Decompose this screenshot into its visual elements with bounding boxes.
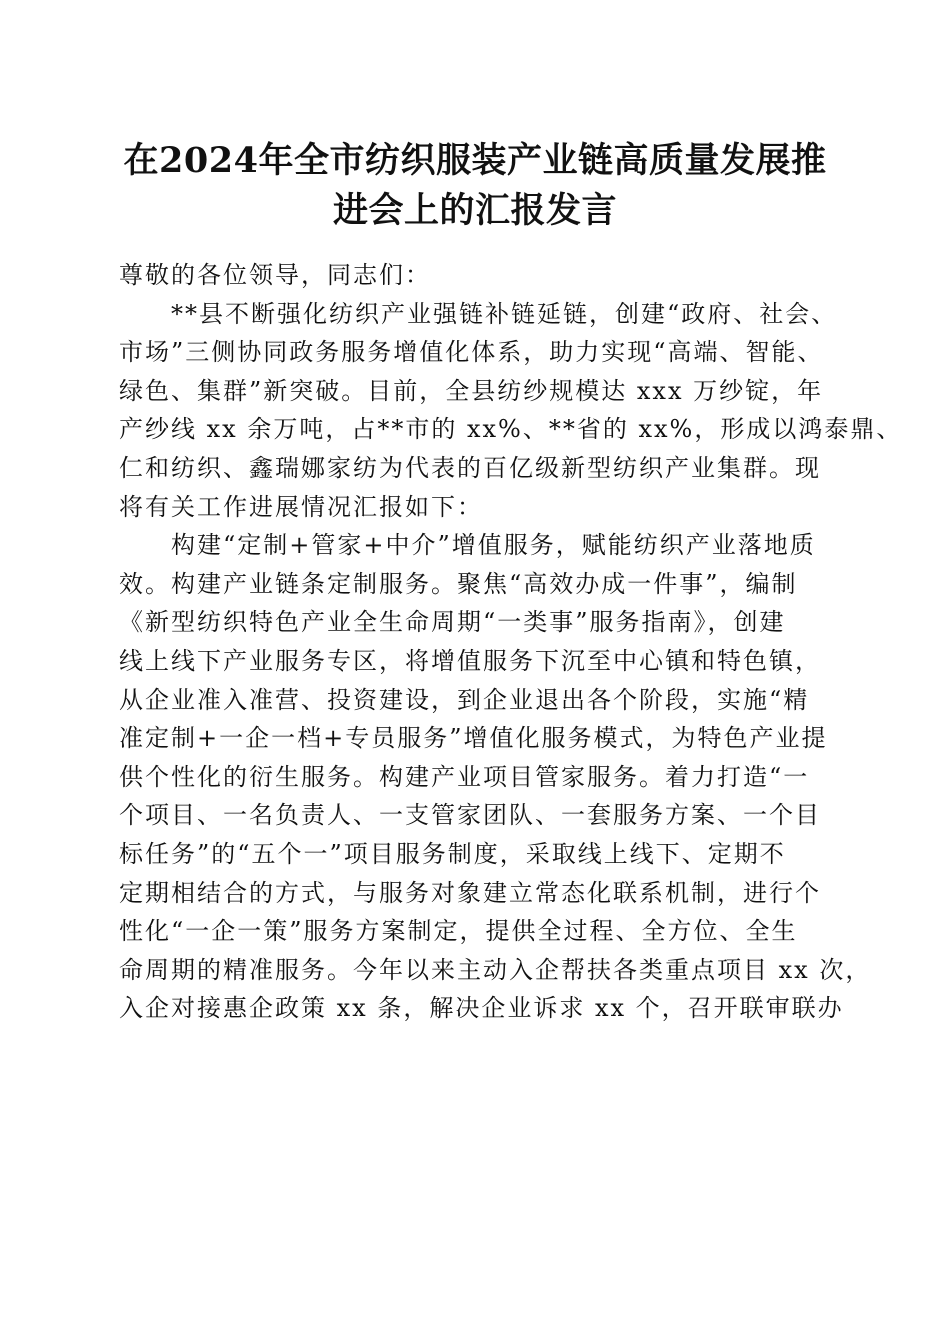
title-line-1: 在2024年全市纺织服装产业链高质量发展推: [123, 140, 827, 181]
paragraph-line: 构建“定制+管家+中介”增值服务，赋能纺织产业落地质: [171, 531, 816, 560]
paragraph-line: 供个性化的衍生服务。构建产业项目管家服务。着力打造“一: [119, 762, 810, 791]
paragraph-line: 从企业准入准营、投资建设，到企业退出各个阶段，实施“精: [119, 685, 810, 714]
paragraph-line: 准定制+一企一档+专员服务”增值化服务模式，为特色产业提: [119, 724, 828, 753]
paragraph-line: 效。构建产业链条定制服务。聚焦“高效办成一件事”，编制: [119, 569, 798, 598]
salutation: 尊敬的各位领导，同志们：: [119, 261, 431, 289]
paragraph-line: 标任务”的“五个一”项目服务制度，采取线上线下、定期不: [119, 839, 786, 868]
paragraph-line: 绿色、集群”新突破。目前，全县纺纱规模达 xxx 万纱锭，年: [119, 376, 824, 405]
paragraph-intro: [119, 295, 903, 527]
document-title: [90, 136, 860, 236]
paragraph-line: 仁和纺织、鑫瑞娜家纺为代表的百亿级新型纺织产业集群。现: [119, 453, 821, 482]
document-body: [119, 256, 903, 1028]
paragraph-line: 《新型纺织特色产业全生命周期“一类事”服务指南》，创建: [119, 608, 786, 637]
paragraph-line: 市场”三侧协同政务服务增值化体系，助力实现“高端、智能、: [119, 338, 824, 367]
paragraph-line: 线上线下产业服务专区，将增值服务下沉至中心镇和特色镇，: [119, 646, 821, 675]
paragraph-line: 性化“一企一策”服务方案制定，提供全过程、全方位、全生: [119, 917, 798, 946]
paragraph-line: 产纱线 xx 余万吨，占**市的 xx%、**省的 xx%，形成以鸿泰鼎、: [119, 415, 903, 444]
paragraph-line: **县不断强化纺织产业强链补链延链，创建“政府、社会、: [171, 299, 838, 328]
paragraph-line: 入企对接惠企政策 xx 条，解决企业诉求 xx 个，召开联审联办: [119, 994, 844, 1023]
title-line-2: 进会上的汇报发言: [332, 190, 617, 231]
paragraph-services: [119, 526, 872, 1028]
paragraph-line: 定期相结合的方式，与服务对象建立常态化联系机制，进行个: [119, 878, 821, 907]
paragraph-line: 命周期的精准服务。今年以来主动入企帮扶各类重点项目 xx 次，: [119, 955, 872, 984]
paragraph-line: 将有关工作进展情况汇报如下：: [119, 492, 483, 521]
paragraph-line: 个项目、一名负责人、一支管家团队、一套服务方案、一个目: [119, 801, 821, 830]
